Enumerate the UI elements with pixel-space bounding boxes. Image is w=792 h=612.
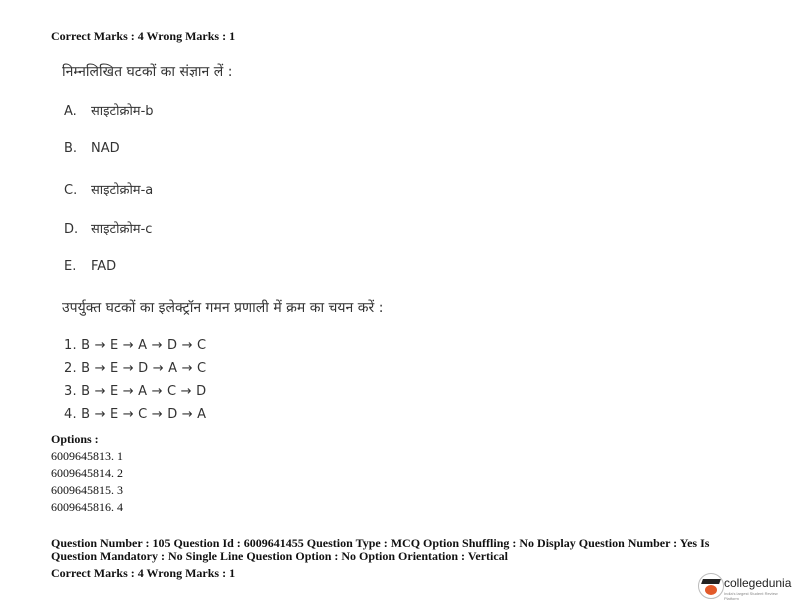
item-d-letter: D. xyxy=(64,222,79,237)
question-prompt: उपर्युक्त घटकों का इलेक्ट्रॉन गमन प्रणाली में क्रम का चयन करें : xyxy=(62,300,384,316)
marks-header: Correct Marks : 4 Wrong Marks : 1 xyxy=(51,29,236,43)
choice-1: 1. B → E → A → D → C xyxy=(64,338,207,353)
item-d-text: साइटोक्रोम-c xyxy=(91,222,153,237)
option-3: 6009645815. 3 xyxy=(51,483,123,497)
collegedunia-logo xyxy=(698,570,790,604)
question-meta-line2: Question Mandatory : No Single Line Question Option : No Option Orientation : Vertical xyxy=(51,549,509,563)
item-c xyxy=(64,180,153,198)
option-4: 6009645816. 4 xyxy=(51,500,123,514)
logo-tagline: India's largest Student Review Platform xyxy=(724,591,778,601)
item-e-text: FAD xyxy=(91,259,117,274)
option-2: 6009645814. 2 xyxy=(51,466,123,480)
question-intro: निम्नलिखित घटकों का संज्ञान लें : xyxy=(62,64,233,80)
item-b-text: NAD xyxy=(91,141,120,156)
item-e-letter: E. xyxy=(64,259,77,274)
logo-name: collegedunia xyxy=(724,576,792,590)
item-e xyxy=(64,259,116,274)
item-c-text: साइटोक्रोम-a xyxy=(91,183,154,198)
item-a xyxy=(64,101,154,119)
choice-2: 2. B → E → D → A → C xyxy=(64,361,207,376)
item-c-letter: C. xyxy=(64,183,78,198)
next-marks: Correct Marks : 4 Wrong Marks : 1 xyxy=(51,566,236,580)
choice-4: 4. B → E → C → D → A xyxy=(64,407,207,422)
item-a-letter: A. xyxy=(64,104,77,119)
option-1: 6009645813. 1 xyxy=(51,449,123,463)
item-b-letter: B. xyxy=(64,141,78,156)
item-a-text: साइटोक्रोम-b xyxy=(91,104,154,119)
question-meta-line1: Question Number : 105 Question Id : 6009641455 Question Type : MCQ Option Shuffling : No Display Question Number : Yes Is xyxy=(51,536,710,550)
item-b xyxy=(64,141,120,156)
logo-mascot-icon xyxy=(698,573,724,599)
item-d xyxy=(64,219,152,237)
options-heading: Options : xyxy=(51,432,99,446)
choice-3: 3. B → E → A → C → D xyxy=(64,384,207,399)
